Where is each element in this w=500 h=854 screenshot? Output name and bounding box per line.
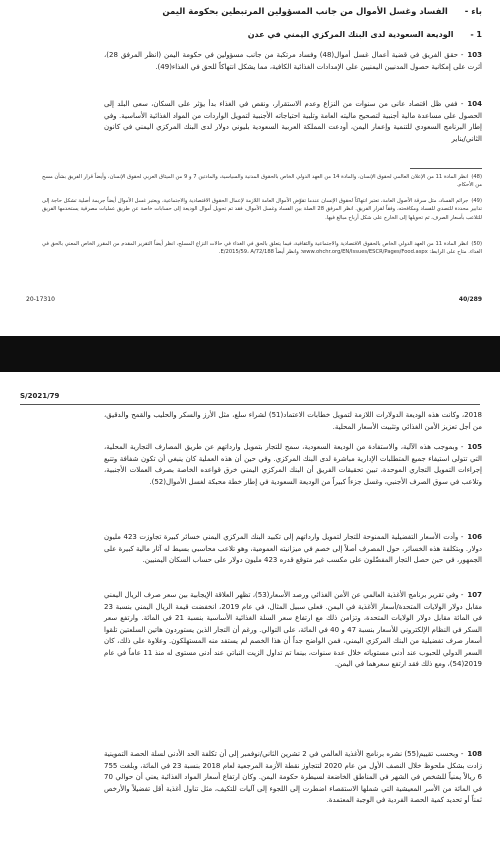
- subsection-heading-title: الوديعة السعودية لدى البنك المركزي اليمني في عدن: [247, 30, 454, 39]
- paragraph-text: - وبحسب تقييم(55) نشره برنامج الأغذية العالمي في 2 تشرين الثاني/نوفمبر إلى أن تكلفة الحد الأدنى لسلة الحصة التموينية زادت بشكل ملحوظ خلال النصف الأول من عام 2020 لتتجاوز نقطة الأزمة المرجعية لعام 2018 بنسبة 23 في المائة، وبلغت 755 6 ريالاً يمنياً للشخص في الشهر في المناطق الخاضعة لسيطرة حكومة اليمن. وكان ارتفاع أسعار المواد الغذائية يعني أن حوالي 70 في المائة من الأسر المعيشية التي شملها الاستقصاء اضطرت إلى اللجوء إلى آليات للتكيف، مثل تناول أغذية أقل تفضيلاً والأرخص ثمناً أو تحديد كمية الحصة الفردية في الوجبة المعتمدة.: [104, 750, 482, 804]
- paragraph-text: - وفي تقرير برنامج الأغذية العالمي عن الأمن الغذائي ورصد الأسعار(53)، تظهر العلاقة الإيجابية بين سعر صرف الريال اليمني مقابل دولار الولايات المتحدة/أسعار الأغذية في اليمن. فعلى سبيل المثال، في عام 2019، انخفضت قيمة الريال اليمني بنسبة 23 في المائة مقابل دولار الولايات المتحدة، وتزامن ذلك مع ارتفاع سعر السلة الغذائية الأساسية بنسبة 21 في المائة. وارتفع سعر السكر في النظام الإلكتروني للأسعار بنسبة 47 و 40 في المائة، على التوالي. ورغم أن التجار الذين يستوردون هاتين السلعتين تلقوا أسعار صرف تفضيلية من البنك المركزي اليمني، فمن الواضح جداً أن هذا الخصم لم يستفد منه المستهلكون. وعلاوة على ذلك، كان السعر الدولي للحبوب عند أدنى مستوياته خلال عدة سنوات، بينما تم تداول الزيت النباتي عند أدنى مستوى له منذ 11 عاماً في عام 2019(54)، ومع ذلك فقد ارتفع سعرهما في اليمن.: [104, 591, 482, 668]
- footnote-separator: [410, 168, 482, 169]
- page-gap: [0, 336, 500, 372]
- paragraph-105: [104, 442, 482, 488]
- document-page-bottom: [0, 372, 500, 854]
- paragraph-107: [104, 590, 482, 671]
- paragraph-number: 103: [467, 51, 483, 59]
- footnote-tail: ؛ وانظر أيضاً E/2015/59، A/72/188.: [218, 249, 303, 256]
- paragraph-text: - ففي ظل اقتصاد عانى من سنوات من النزاع وعدم الاستقرار، ونقص في الغذاء بدأ يؤثر على السكان، سعى البلد إلى الحصول على مساعدة مالية أجنبية لتصحيح ماليته العامة وتلبية احتياجاته الأجنبية لتمويل الواردات من المواد الغذائية الأساسية. وفي إطار البرنامج السعودي للتنمية وإعمار اليمن، أودعت المملكة العربية السعودية بليوني دولار لدى البنك المركزي اليمني في كانون الثاني/يناير: [104, 100, 482, 143]
- footnote-text: جرائم الفساد، مثل سرقة الأصول العامة، تعتبر انتهاكاً لحقوق الإنسان عندما تقوّض الأموال العامة اللازمة لإعمال الحقوق الاقتصادية والاجتماعية، ويعتبر غسل الأموال أيضاً جريمة أصلية تشكل حاجة إلى تدابير محددة للتصدي للفساد ومكافحته، وفقاً لقرار الفريق. انظر المرفق 28 الصلة بين الفساد وغسل الأموال، فقد تم تحويل أموال الوديعة إلى حسابات خاصة عن طريق عمليات مصرفية يستخدمها الفريق للتلاعب بأسعار الصرف، ثم تحويلها إلى الخارج على شكل أرباح مبالغ فيها.: [42, 198, 482, 221]
- paragraph-number: 108: [467, 750, 482, 758]
- paragraph-108: [104, 749, 482, 807]
- footnote-number: (49): [471, 198, 482, 204]
- paragraph-text: - وأدت الأسعار التفضيلية الممنوحة للتجار لتمويل وارداتهم إلى تكبيد البنك المركزي اليمني خسائر كبيرة تجاوزت 423 مليون دولار. وبتكلفة هذه الخسائر، حول المصرف أصلاً إلى خصم في ميزانيته العمومية، وهو تلاعب محاسبي بسيط له آثار مالية كبيرة على الجمهور، في حين حصل التجار المفضّلون على مكسب غير متوقع قدره 423 مليون دولار على حساب السكان اليمنيين.: [104, 533, 482, 564]
- paragraph-text: - وبموجب هذه الآلية، والاستفادة من الوديعة السعودية، سمح للتجار بتمويل وارداتهم عن طريق المصارف التجارية المحلية، التي تتولى استيفاء جميع المتطلبات الإدارية مباشرة لدى البنك المركزي. وفي حين أن هذه العملية كان ينبغي أن تكون شفافة وتتبع إجراءات التمويل التجاري الموحدة، تبين تحقيقات الفريق أن البنك المركزي اليمني خرق قواعده الخاصة بصرف العملات الأجنبية، وتلاعب في سوق الصرف الأجنبي، وغسل جزءاً كبيراً من الوديعة السعودية في إطار خطة محبكة لغسل الأموال(52).: [104, 443, 482, 486]
- paragraph-104: [104, 99, 482, 145]
- header-rule: [20, 404, 480, 405]
- paragraph-number: 107: [467, 591, 482, 599]
- footnote-49: [42, 197, 482, 222]
- paragraph-continuation: [104, 410, 482, 433]
- footnote-50: [42, 240, 482, 257]
- paragraph-number: 104: [467, 100, 482, 108]
- paragraph-number: 106: [467, 533, 482, 541]
- paragraph-text: - حقق الفريق في قضية أعمال غسل أموال(48) وفساد مرتكبة من جانب مسؤولين في حكومة اليمن (انظر المرفق 28)، أثرت على إمكانية حصول المدنيين اليمنيين على الإمدادات الغذائية الكافية، مما يشكل انتهاكاً للحق في الغذاء(49).: [104, 51, 482, 71]
- subsection-heading-label: 1 -: [470, 30, 482, 39]
- footer-page-number: 40/289: [458, 296, 482, 303]
- document-page-top: [0, 0, 500, 336]
- section-heading-title: الفساد وغسل الأموال من جانب المسؤولين المرتبطين بحكومة اليمن: [162, 7, 448, 17]
- paragraph-text: 2018، وكانت هذه الوديعة الدولارات اللازمة لتمويل خطابات الاعتماد(51) لشراء سلع، مثل الأرز والسكر والحليب والقمح والدقيق، من أجل تعزيز الأمن الغذائي وتثبيت الأسعار المحلية.: [104, 411, 482, 431]
- section-heading-label: باء -: [464, 7, 482, 17]
- footnote-text: انظر المادة 11 من العهد الدولي الخاص بالحقوق الاقتصادية والاجتماعية والثقافية، فيما يتعلق بالحق في الغذاء في حالات النزاع المسلح، انظر أيضاً التقرير المقدم من المقرر الخاص المعني بالحق في الغذاء. متاح على الرابط:: [42, 241, 482, 256]
- footer-doc-code: 20-17310: [26, 296, 55, 303]
- paragraph-103: [104, 50, 482, 73]
- footnote-number: (50): [471, 241, 482, 247]
- footnote-link[interactable]: www.ohchr.org/EN/Issues/ESCR/Pages/Food.aspx: [302, 249, 428, 256]
- paragraph-number: 105: [467, 443, 482, 451]
- subsection-heading: [12, 30, 482, 40]
- footnote-number: (48): [471, 174, 482, 180]
- footnote-text: انظر المادة 11 من الإعلان العالمي لحقوق الإنسان، والمادة 14 من العهد الدولي الخاص بالحقوق المدنية والسياسية، والمادتين 7 و 9 من الميثاق العربي لحقوق الإنسان، وأيضاً قرار الفريق بشأن مسح من الأحكام.: [42, 174, 482, 189]
- footnote-48: [42, 173, 482, 190]
- paragraph-106: [104, 532, 482, 567]
- document-symbol: S/2021/79: [20, 392, 60, 400]
- section-heading: [12, 7, 482, 18]
